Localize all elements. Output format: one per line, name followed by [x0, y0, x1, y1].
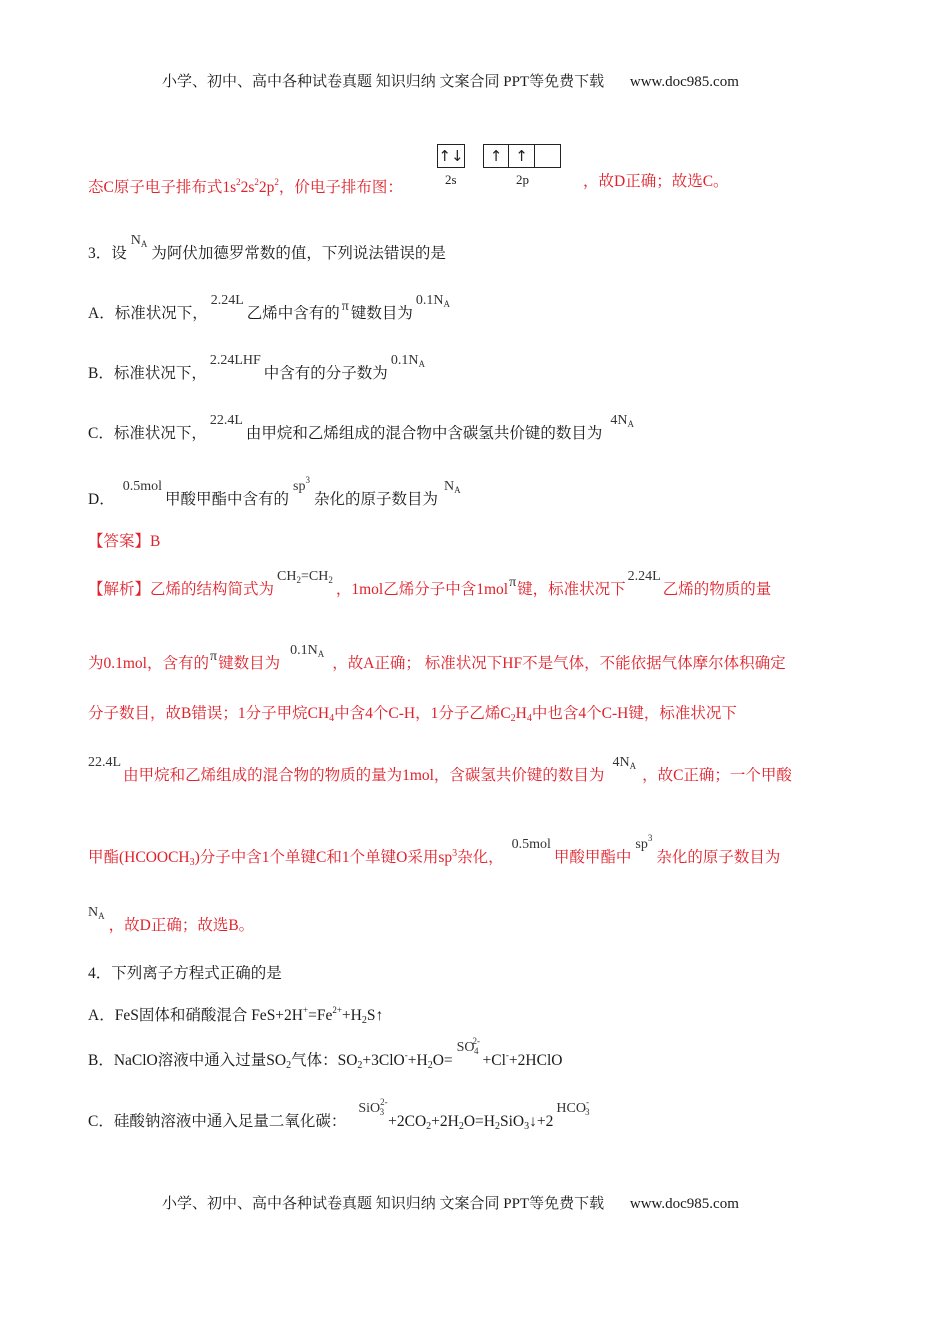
- analysis-line-1: 【解析】乙烯的结构简式为$CH_2=CH_2$，1mol乙烯分子中含1molπ键，标准状况下2.24L乙烯的物质的量: [88, 569, 772, 598]
- orbital-2p-label: 2p: [516, 172, 529, 187]
- q4-stem: 4．下列离子方程式正确的是: [88, 965, 282, 982]
- na-symbol: $N_A$: [130, 233, 148, 249]
- orbital-box: [535, 144, 561, 168]
- analysis-label: 【解析】: [88, 581, 151, 598]
- prev-explanation-tail: ，故D正确；故选C。: [583, 173, 729, 190]
- analysis-line-6: $N_A$，故D正确；故选B。: [88, 905, 255, 934]
- q3-stem: 3．设$N_A$为阿伏加德罗常数的值，下列说法错误的是: [88, 233, 446, 262]
- page-header: [162, 70, 739, 91]
- orbital-2s-label: 2s: [445, 172, 457, 187]
- q3-option-b[interactable]: B．标准状况下，2.24LHF中含有的分子数为$0.1N_A$: [88, 353, 425, 382]
- q4-option-b[interactable]: B．NaClO溶液中通入过量SO2气体：$SO2+3ClO^-+H2O=SO^{2-}_4+Cl^-+2HClO$: [88, 1036, 563, 1071]
- orbital-box: ↑: [509, 144, 535, 168]
- answer-line: [88, 532, 160, 552]
- footer-site-link[interactable]: www.doc985.com: [629, 1196, 739, 1212]
- header-site-link[interactable]: www.doc985.com: [629, 74, 739, 90]
- orbital-box: ↑↓: [437, 144, 465, 168]
- prev-explanation-line: 态C原子电子排布式$1s^22s^22p^2$，价电子排布图：: [88, 177, 403, 196]
- analysis-line-4: 22.4L由甲烷和乙烯组成的混合物的物质的量为1mol，含碳氢共价键的数目为$4N_A$，故C正确；一个甲酸: [88, 755, 792, 784]
- page-footer: [162, 1192, 739, 1213]
- q4-option-c[interactable]: C．硅酸钠溶液中通入足量二氧化碳：$SiO^{2-}_3+2CO2+2H2O=H2SiO3↓+2HCO^-_3$: [88, 1097, 590, 1132]
- q3-option-a[interactable]: A．标准状况下，2.24L乙烯中含有的 π 键数目为$0.1N_A$: [88, 293, 450, 322]
- answer-value: B: [150, 533, 161, 550]
- analysis-line-2: 为0.1mol，含有的π键数目为$0.1N_A$，故A正确； 标准状况下HF不是气体，不能依据气体摩尔体积确定: [88, 643, 786, 672]
- q3-option-d[interactable]: D．0.5mol甲酸甲酯中含有的$sp^3$杂化的原子数目为$N_A$: [88, 475, 461, 508]
- footer-text: 小学、初中、高中各种试卷真题 知识归纳 文案合同 PPT等免费下载: [162, 1196, 605, 1212]
- analysis-line-5: 甲酯(HCOOCH3)分子中含1个单键C和1个单键O采用$sp^3$杂化，0.5mol甲酸甲酯中$sp^3$杂化的原子数目为: [88, 833, 781, 868]
- answer-label: 【答案】: [88, 533, 151, 550]
- orbital-2s: [437, 144, 465, 168]
- header-text: 小学、初中、高中各种试卷真题 知识归纳 文案合同 PPT等免费下载: [162, 74, 605, 90]
- analysis-line-3: 分子数目，故B错误；1分子甲烷CH4中含4个C-H，1分子乙烯C2H4中也含4个C-H键，标准状况下: [88, 705, 737, 724]
- orbital-box: ↑: [483, 144, 509, 168]
- orbital-2p: [483, 144, 561, 168]
- q4-option-a[interactable]: A．FeS固体和硝酸混合 $FeS+2H^+=Fe^{2+}+H2S↑$: [88, 1005, 384, 1026]
- q3-option-c[interactable]: C．标准状况下，22.4L由甲烷和乙烯组成的混合物中含碳氢共价键的数目为$4N_A$: [88, 413, 635, 442]
